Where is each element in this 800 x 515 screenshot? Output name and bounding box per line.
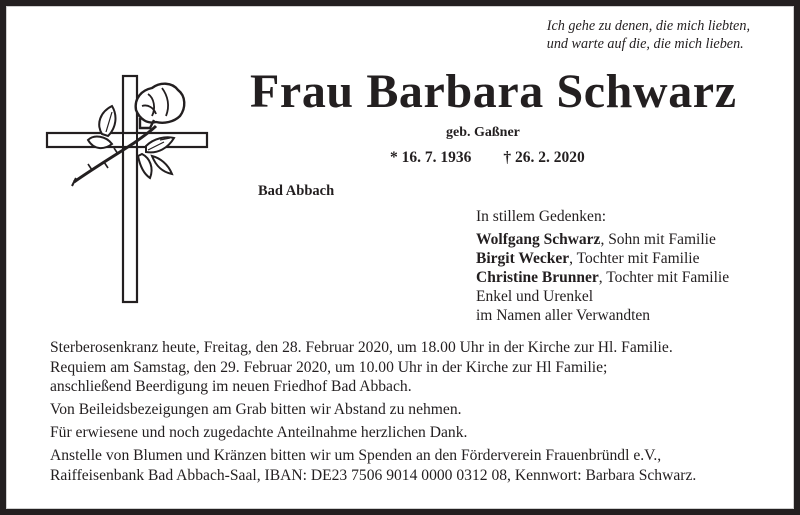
motto-quote [547, 18, 750, 53]
mourner-relation: , Tochter mit Familie [569, 250, 700, 267]
donation-note [50, 446, 770, 485]
mourner-name: Wolfgang Schwarz [476, 231, 601, 248]
mourner-entry [476, 268, 729, 287]
obituary-notice [6, 6, 794, 509]
mourner-name: Birgit Wecker [476, 250, 570, 267]
motto-line: Ich gehe zu denen, die mich liebten, [546, 18, 750, 34]
thanks-note: Für erwiesene und noch zugedachte Anteilnahme herzlichen Dank. [50, 424, 468, 441]
life-dates [390, 149, 585, 167]
mourner-entry [476, 249, 729, 268]
announcement-text [50, 338, 770, 489]
mourner-relation: , Tochter mit Familie [598, 269, 730, 286]
donation-line: Anstelle von Blumen und Kränzen bitten wir um Spenden an den Förderverein Frauenbründl e.V., [50, 447, 662, 464]
deceased-name: Frau Barbara Schwarz [250, 65, 737, 118]
mourner-relation: , Sohn mit Familie [600, 231, 716, 248]
death-date: † 26. 2. 2020 [503, 149, 585, 166]
service-line: Requiem am Samstag, den 29. Februar 2020, um 10.00 Uhr in der Kirche zur Hl Familie; [50, 358, 608, 376]
mourner-entry [476, 230, 729, 249]
service-details [50, 338, 770, 397]
birth-name: geb. Gaßner [446, 125, 520, 140]
service-line: anschließend Beerdigung im neuen Friedhof Bad Abbach. [50, 378, 412, 395]
motto-line: und warte auf die, die mich lieben. [546, 35, 744, 52]
mourner-extra: im Namen aller Verwandten [476, 307, 651, 324]
mourner-extra: Enkel und Urenkel [476, 288, 594, 305]
service-line: Sterberosenkranz heute, Freitag, den 28. Februar 2020, um 18.00 Uhr in der Kirche zur Hl. Familie. [50, 339, 673, 356]
condolence-note: Von Beileidsbezeigungen am Grab bitten wir Abstand zu nehmen. [50, 401, 462, 418]
donation-line: Raiffeisenbank Bad Abbach-Saal, IBAN: DE23 7506 9014 0000 0312 08, Kennwort: Barbara Schwarz. [50, 466, 697, 484]
cross-with-rose-icon [44, 68, 214, 308]
birth-date: * 16. 7. 1936 [390, 149, 472, 166]
mourners-list [476, 207, 729, 325]
mourners-intro: In stillem Gedenken: [476, 208, 606, 225]
place-of-residence: Bad Abbach [258, 183, 335, 199]
mourner-name: Christine Brunner [476, 269, 599, 286]
